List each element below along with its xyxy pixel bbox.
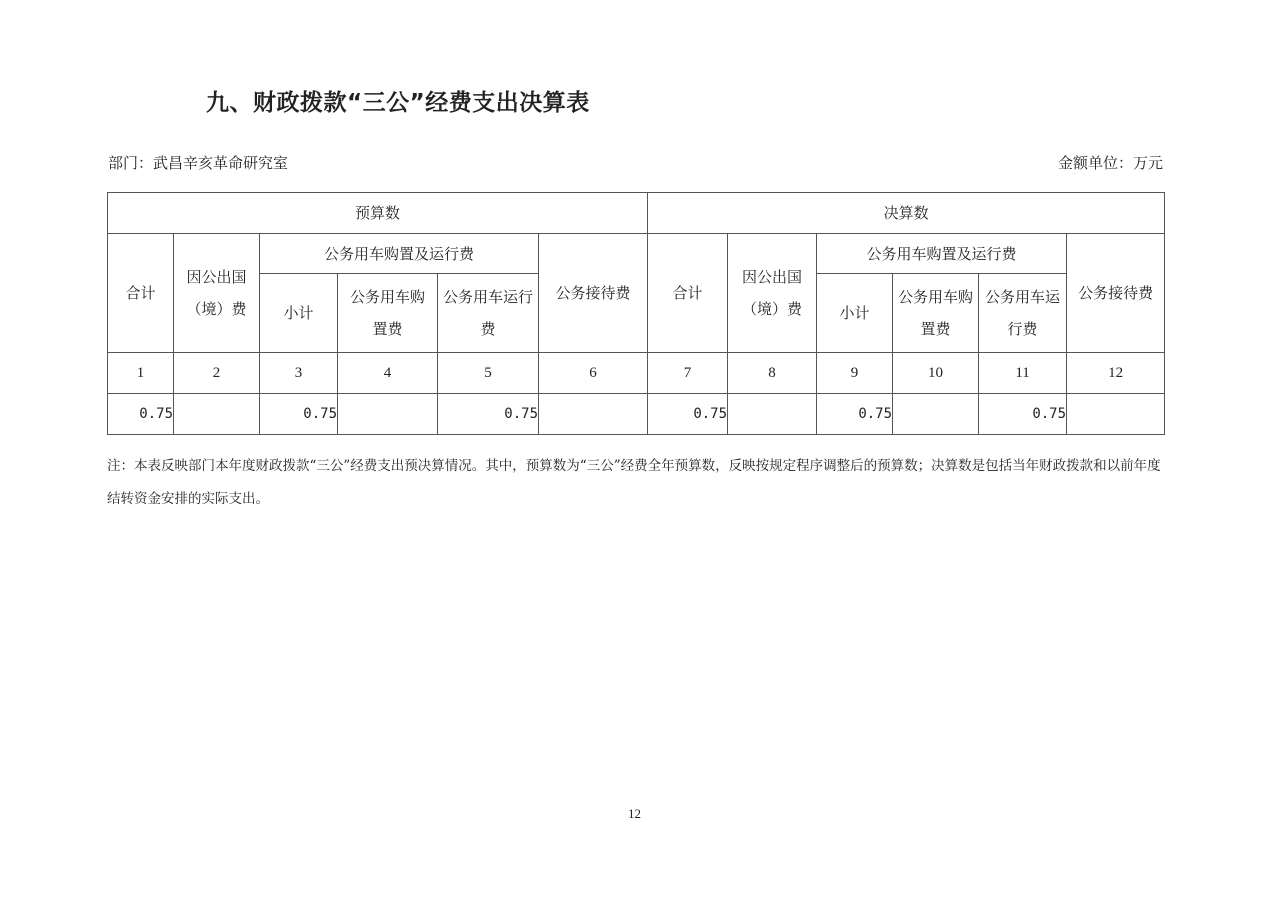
column-index-cell: 2 <box>174 353 260 394</box>
column-index-row <box>108 353 1165 394</box>
budget-reception-value <box>539 394 648 435</box>
final-total-header: 合计 <box>648 234 728 353</box>
budget-group-header: 预算数 <box>108 193 648 234</box>
budget-abroad-header <box>174 234 260 353</box>
column-index-cell: 10 <box>893 353 979 394</box>
final-reception-header: 公务接待费 <box>1067 234 1165 353</box>
budget-purchase-header <box>338 274 438 353</box>
budget-subtotal-header: 小计 <box>260 274 338 353</box>
budget-purchase-value <box>338 394 438 435</box>
final-purchase-header <box>893 274 979 353</box>
column-index-cell: 12 <box>1067 353 1165 394</box>
budget-total-header: 合计 <box>108 234 174 353</box>
department-label: 部门：武昌辛亥革命研究室 <box>108 154 289 172</box>
table-note: 注：本表反映部门本年度财政拨款“三公”经费支出预决算情况。其中，预算数为“三公”经费全年预算数，反映按规定程序调整后的预算数；决算数是包括当年财政拨款和以前年度结转资金安排的实际支出。 <box>107 458 1161 507</box>
column-index-cell: 4 <box>338 353 438 394</box>
final-abroad-header <box>728 234 817 353</box>
value-row <box>108 394 1165 435</box>
final-abroad-line2: （境）费 <box>742 300 803 318</box>
page-number: 12 <box>628 806 641 821</box>
final-reception-value <box>1067 394 1165 435</box>
final-running-line2: 行费 <box>1007 320 1038 338</box>
final-running-header <box>979 274 1067 353</box>
final-purchase-value <box>893 394 979 435</box>
budget-running-header <box>438 274 539 353</box>
final-purchase-line2: 置费 <box>920 320 951 338</box>
budget-abroad-line2: （境）费 <box>186 300 247 318</box>
budget-vehicle-group-header: 公务用车购置及运行费 <box>260 234 539 274</box>
page-title: 九、财政拨款“三公”经费支出决算表 <box>206 90 590 116</box>
column-index-cell: 9 <box>817 353 893 394</box>
budget-total-value: 0.75 <box>108 394 174 435</box>
budget-reception-header: 公务接待费 <box>539 234 648 353</box>
final-abroad-value <box>728 394 817 435</box>
final-total-value: 0.75 <box>648 394 728 435</box>
final-running-value: 0.75 <box>979 394 1067 435</box>
final-group-header: 决算数 <box>648 193 1165 234</box>
column-index-cell: 7 <box>648 353 728 394</box>
budget-abroad-line1: 因公出国 <box>186 268 247 286</box>
final-purchase-line1: 公务用车购 <box>898 288 974 306</box>
budget-abroad-value <box>174 394 260 435</box>
budget-subtotal-value: 0.75 <box>260 394 338 435</box>
budget-purchase-line2: 置费 <box>372 320 403 338</box>
column-index-cell: 3 <box>260 353 338 394</box>
final-running-line1: 公务用车运 <box>985 288 1061 306</box>
amount-unit-label: 金额单位：万元 <box>1057 154 1163 172</box>
final-subtotal-header: 小计 <box>817 274 893 353</box>
column-index-cell: 6 <box>539 353 648 394</box>
final-abroad-line1: 因公出国 <box>742 268 803 286</box>
budget-running-line2: 费 <box>480 320 496 338</box>
column-index-cell: 8 <box>728 353 817 394</box>
column-index-cell: 5 <box>438 353 539 394</box>
three-public-expenses-table <box>107 192 1165 435</box>
budget-purchase-line1: 公务用车购 <box>349 288 425 306</box>
final-subtotal-value: 0.75 <box>817 394 893 435</box>
column-index-cell: 11 <box>979 353 1067 394</box>
final-vehicle-group-header: 公务用车购置及运行费 <box>817 234 1067 274</box>
column-index-cell: 1 <box>108 353 174 394</box>
budget-running-line1: 公务用车运行 <box>442 288 533 306</box>
budget-running-value: 0.75 <box>438 394 539 435</box>
